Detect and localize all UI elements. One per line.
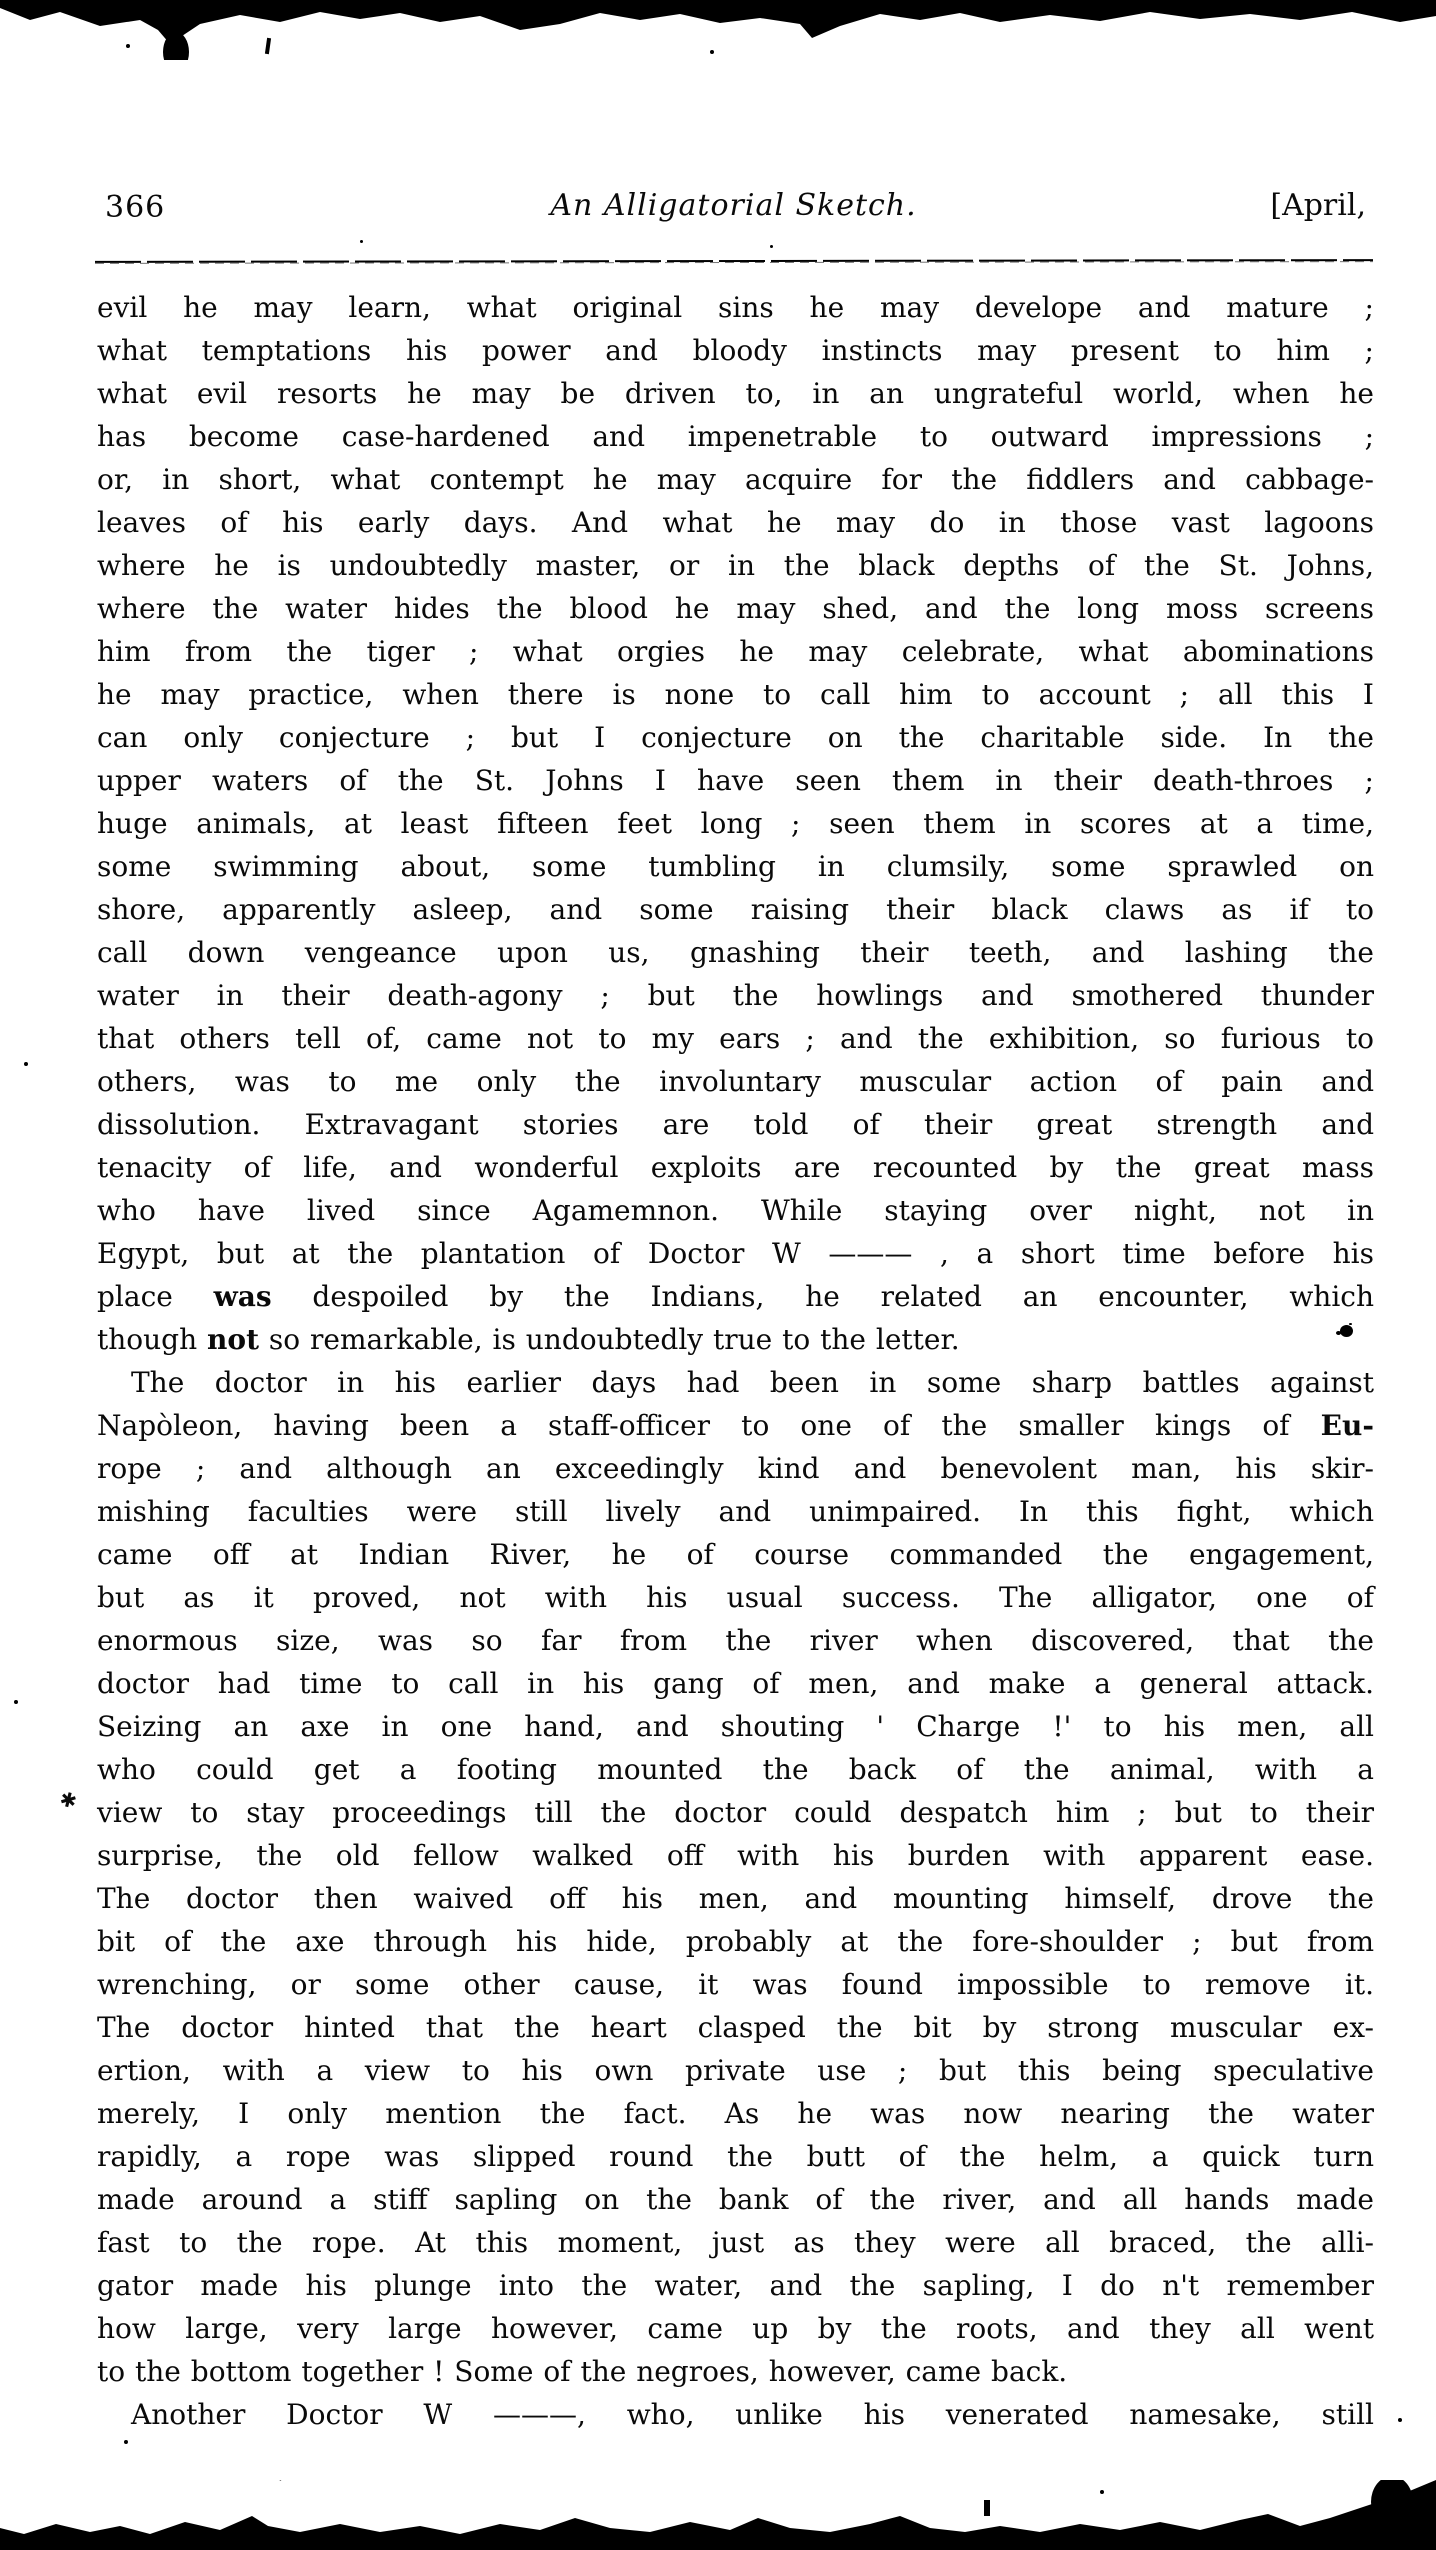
text-line: or, in short, what contempt he may acquire for the fiddlers and cabbage- <box>97 463 1374 496</box>
text-line: rapidly, a rope was slipped round the butt of the helm, a quick turn <box>97 2140 1374 2173</box>
text-line: others, was to me only the involuntary muscular action of pain and <box>97 1065 1374 1098</box>
text-line: enormous size, was so far from the river when discovered, that the <box>97 1624 1374 1657</box>
text-line: who have lived since Agamemnon. While staying over night, not in <box>97 1194 1374 1227</box>
text-line: came off at Indian River, he of course commanded the engagement, <box>97 1538 1374 1571</box>
text-line: what temptations his power and bloody instincts may present to him ; <box>97 334 1374 367</box>
text-line: Another Doctor W ———, who, unlike his venerated namesake, still <box>131 2398 1374 2431</box>
running-title: An Alligatorial Sketch. <box>550 188 917 223</box>
text-line: view to stay proceedings till the doctor could despatch him ; but to their <box>97 1796 1374 1829</box>
text-line: that others tell of, came not to my ears ; and the exhibition, so furious to <box>97 1022 1374 1055</box>
text-line: him from the tiger ; what orgies he may celebrate, what abominations <box>97 635 1374 668</box>
text-line: who could get a footing mounted the back of the animal, with a <box>97 1753 1374 1786</box>
text-line: water in their death-agony ; but the howlings and smothered thunder <box>97 979 1374 1012</box>
text-line: upper waters of the St. Johns I have seen them in their death-throes ; <box>97 764 1374 797</box>
torn-edge-bottom <box>0 2480 1436 2550</box>
page-number: 366 <box>105 190 166 225</box>
text-line: huge animals, at least fifteen feet long ; seen them in scores at a time, <box>97 807 1374 840</box>
ink-blot-right-margin <box>1340 1325 1353 1337</box>
page-body <box>97 286 1374 2436</box>
text-line: to the bottom together ! Some of the negroes, however, came back. <box>97 2355 1068 2388</box>
torn-edge-top <box>0 0 1436 60</box>
text-line: place was despoiled by the Indians, he related an encounter, which <box>97 1280 1374 1313</box>
text-line: doctor had time to call in his gang of men, and make a general attack. <box>97 1667 1374 1700</box>
text-line: mishing faculties were still lively and unimpaired. In this fight, which <box>97 1495 1374 1528</box>
text-line: where the water hides the blood he may shed, and the long moss screens <box>97 592 1374 625</box>
ink-speck <box>1398 2418 1402 2422</box>
text-line: but as it proved, not with his usual success. The alligator, one of <box>97 1581 1374 1614</box>
text-line: what evil resorts he may be driven to, in an ungrateful world, when he <box>97 377 1374 410</box>
text-line: The doctor in his earlier days had been in some sharp battles against <box>131 1366 1374 1399</box>
text-line: he may practice, when there is none to call him to account ; all this I <box>97 678 1374 711</box>
ink-speck <box>24 1062 28 1066</box>
text-line: The doctor hinted that the heart clasped the bit by strong muscular ex- <box>97 2011 1374 2044</box>
header-rule <box>95 259 1373 264</box>
text-line: merely, I only mention the fact. As he was now nearing the water <box>97 2097 1374 2130</box>
text-line: wrenching, or some other cause, it was found impossible to remove it. <box>97 1968 1374 2001</box>
ink-speck <box>770 245 773 248</box>
text-line: some swimming about, some tumbling in clumsily, some sprawled on <box>97 850 1374 883</box>
text-line: Napòleon, having been a staff-officer to one of the smaller kings of Eu- <box>97 1409 1374 1442</box>
text-line: gator made his plunge into the water, and the sapling, I do n't remember <box>97 2269 1374 2302</box>
text-line: call down vengeance upon us, gnashing their teeth, and lashing the <box>97 936 1374 969</box>
text-line: evil he may learn, what original sins he may develope and mature ; <box>97 291 1374 324</box>
text-line: leaves of his early days. And what he may do in those vast lagoons <box>97 506 1374 539</box>
text-line: fast to the rope. At this moment, just as they were all braced, the alli- <box>97 2226 1374 2259</box>
issue-label: [April, <box>1270 188 1366 223</box>
margin-asterisk-mark: ✱ <box>57 1786 80 1814</box>
text-line: Seizing an axe in one hand, and shouting ' Charge !' to his men, all <box>97 1710 1374 1743</box>
text-line: dissolution. Extravagant stories are told of their great strength and <box>97 1108 1374 1141</box>
text-line: The doctor then waived off his men, and mounting himself, drove the <box>97 1882 1374 1915</box>
text-line: though not so remarkable, is undoubtedly true to the letter. <box>97 1323 960 1356</box>
text-line: how large, very large however, came up by the roots, and they all went <box>97 2312 1374 2345</box>
text-line: bit of the axe through his hide, probably at the fore-shoulder ; but from <box>97 1925 1374 1958</box>
text-line: tenacity of life, and wonderful exploits are recounted by the great mass <box>97 1151 1374 1184</box>
text-line: surprise, the old fellow walked off with his burden with apparent ease. <box>97 1839 1374 1872</box>
text-line: rope ; and although an exceedingly kind and benevolent man, his skir- <box>97 1452 1374 1485</box>
text-line: where he is undoubtedly master, or in the black depths of the St. Johns, <box>97 549 1374 582</box>
ink-speck <box>124 2440 128 2444</box>
running-head <box>95 188 1372 232</box>
text-line: ertion, with a view to his own private use ; but this being speculative <box>97 2054 1374 2087</box>
text-line: shore, apparently asleep, and some raising their black claws as if to <box>97 893 1374 926</box>
text-line: Egypt, but at the plantation of Doctor W ——— , a short time before his <box>97 1237 1374 1270</box>
text-line: made around a stiff sapling on the bank of the river, and all hands made <box>97 2183 1374 2216</box>
text-line: can only conjecture ; but I conjecture on the charitable side. In the <box>97 721 1374 754</box>
ink-speck <box>14 1700 18 1704</box>
ink-speck <box>360 240 363 243</box>
text-line: has become case-hardened and impenetrable to outward impressions ; <box>97 420 1374 453</box>
